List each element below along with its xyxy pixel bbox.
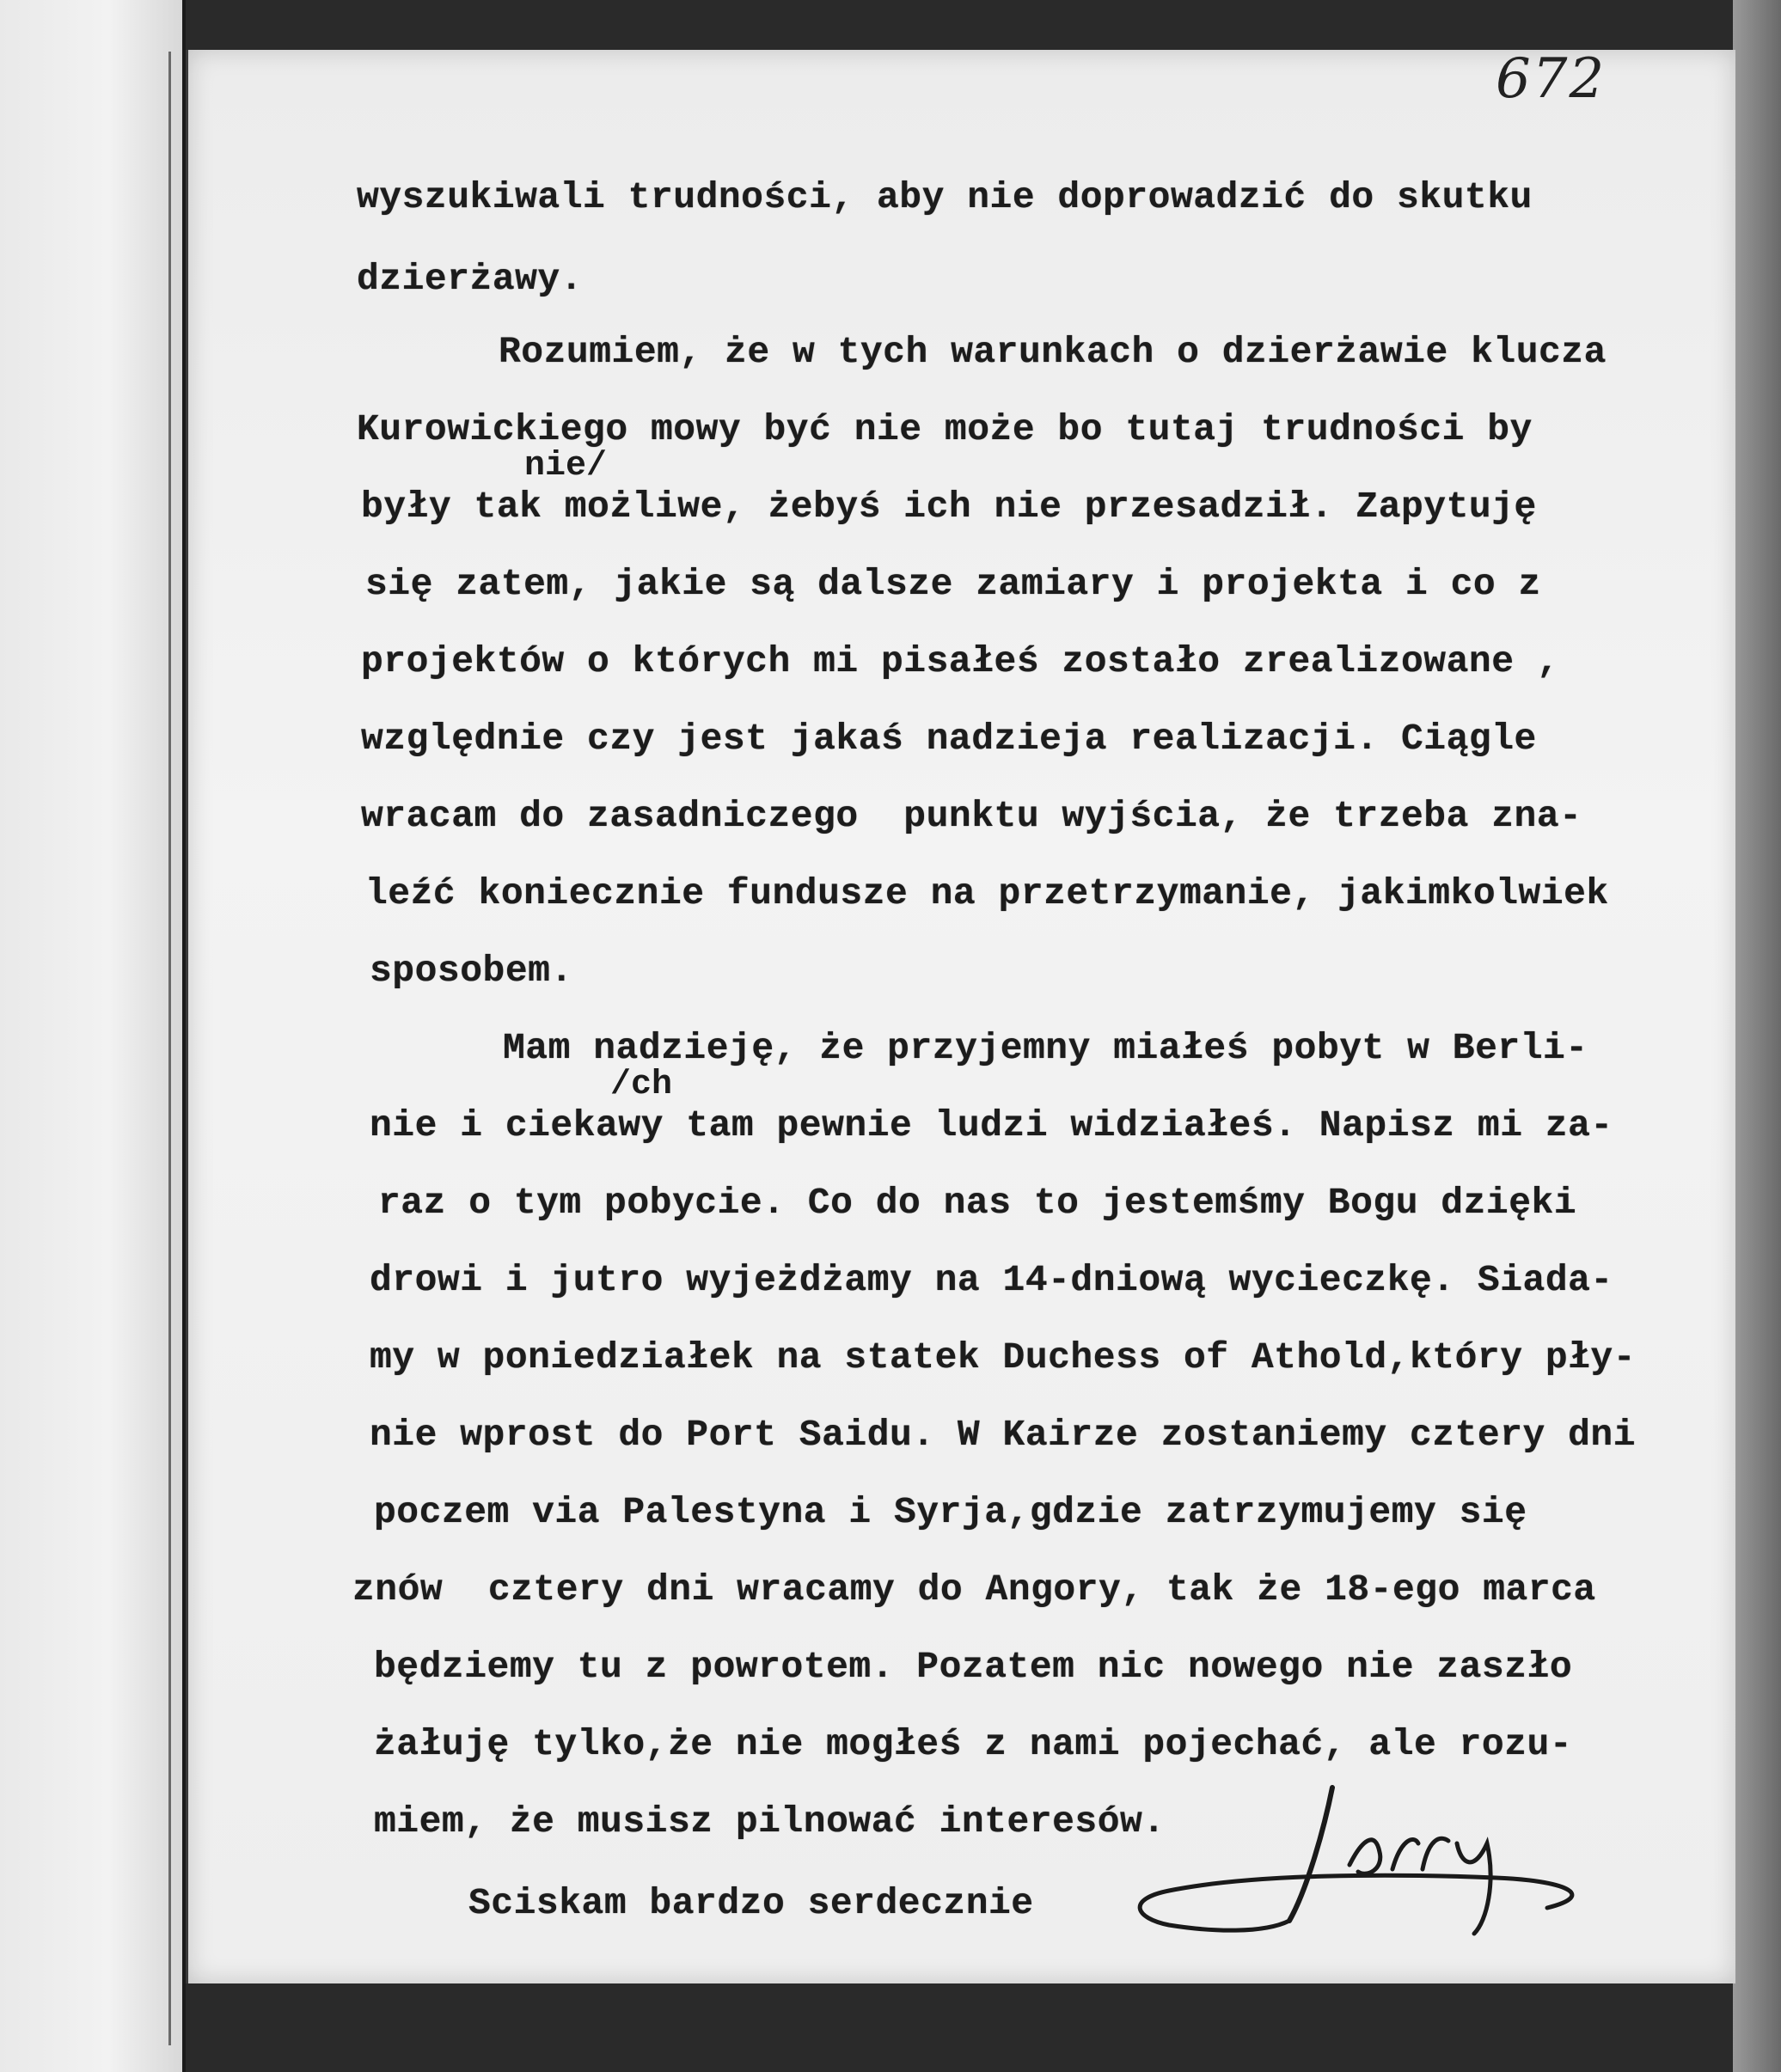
text-line: były tak możliwe, żebyś ich nie przesadził. Zapytuję [361,486,1537,528]
text-line: wyszukiwali trudności, aby nie doprowadzić do skutku [357,176,1533,218]
handwritten-insert: nie/ [524,447,608,486]
text-line: raz o tym pobycie. Co do nas to jestemśmy Bogu dzięki [378,1182,1577,1224]
text-line: poczem via Palestyna i Syrja,gdzie zatrzymujemy się [374,1491,1527,1533]
text-line: względnie czy jest jakaś nadzieja realizacji. Ciągle [361,718,1537,760]
text-line: wracam do zasadniczego punktu wyjścia, że trzeba zna- [361,795,1582,837]
text-line: drowi i jutro wyjeżdżamy na 14-dniową wycieczkę. Siada- [370,1259,1613,1301]
handwritten-insert: /ch [610,1066,673,1104]
folio-number: 672 [1496,47,1607,111]
text-line: nie i ciekawy tam pewnie ludzi widziałeś. Napisz mi za- [370,1104,1613,1146]
text-line: miem, że musisz pilnować interesów. [374,1800,1166,1843]
signature [1117,1770,1616,1942]
scan-border [1733,0,1781,2072]
text-line: my w poniedziałek na statek Duchess of Athold,który pły- [370,1336,1637,1378]
text-line: nie wprost do Port Saidu. W Kairze zostaniemy cztery dni [370,1414,1637,1456]
text-line: Kurowickiego mowy być nie może bo tutaj trudności by [357,408,1533,450]
text-line: znów cztery dni wracamy do Angory, tak że 18-ego marca [352,1568,1596,1611]
text-line: Mam nadzieję, że przyjemny miałeś pobyt w Berli- [503,1027,1588,1069]
text-line: żałuję tylko,że nie mogłeś z nami pojechać, ale rozu- [374,1723,1573,1765]
closing-line: Sciskam bardzo serdecznie [468,1882,1034,1924]
text-line: się zatem, jakie są dalsze zamiary i projekta i co z [365,563,1541,605]
page-fold-line [168,52,171,2045]
facing-page-edge [0,0,186,2072]
text-line: projektów o których mi pisałeś zostało zrealizowane , [361,640,1560,682]
text-line: dzierżawy. [357,258,584,300]
text-line: Rozumiem, że w tych warunkach o dzierżawie klucza [499,331,1607,373]
text-line: sposobem. [370,950,573,992]
text-line: leźć koniecznie fundusze na przetrzymanie, jakimkolwiek [365,872,1609,914]
text-line: będziemy tu z powrotem. Pozatem nic nowego nie zaszło [374,1646,1573,1688]
